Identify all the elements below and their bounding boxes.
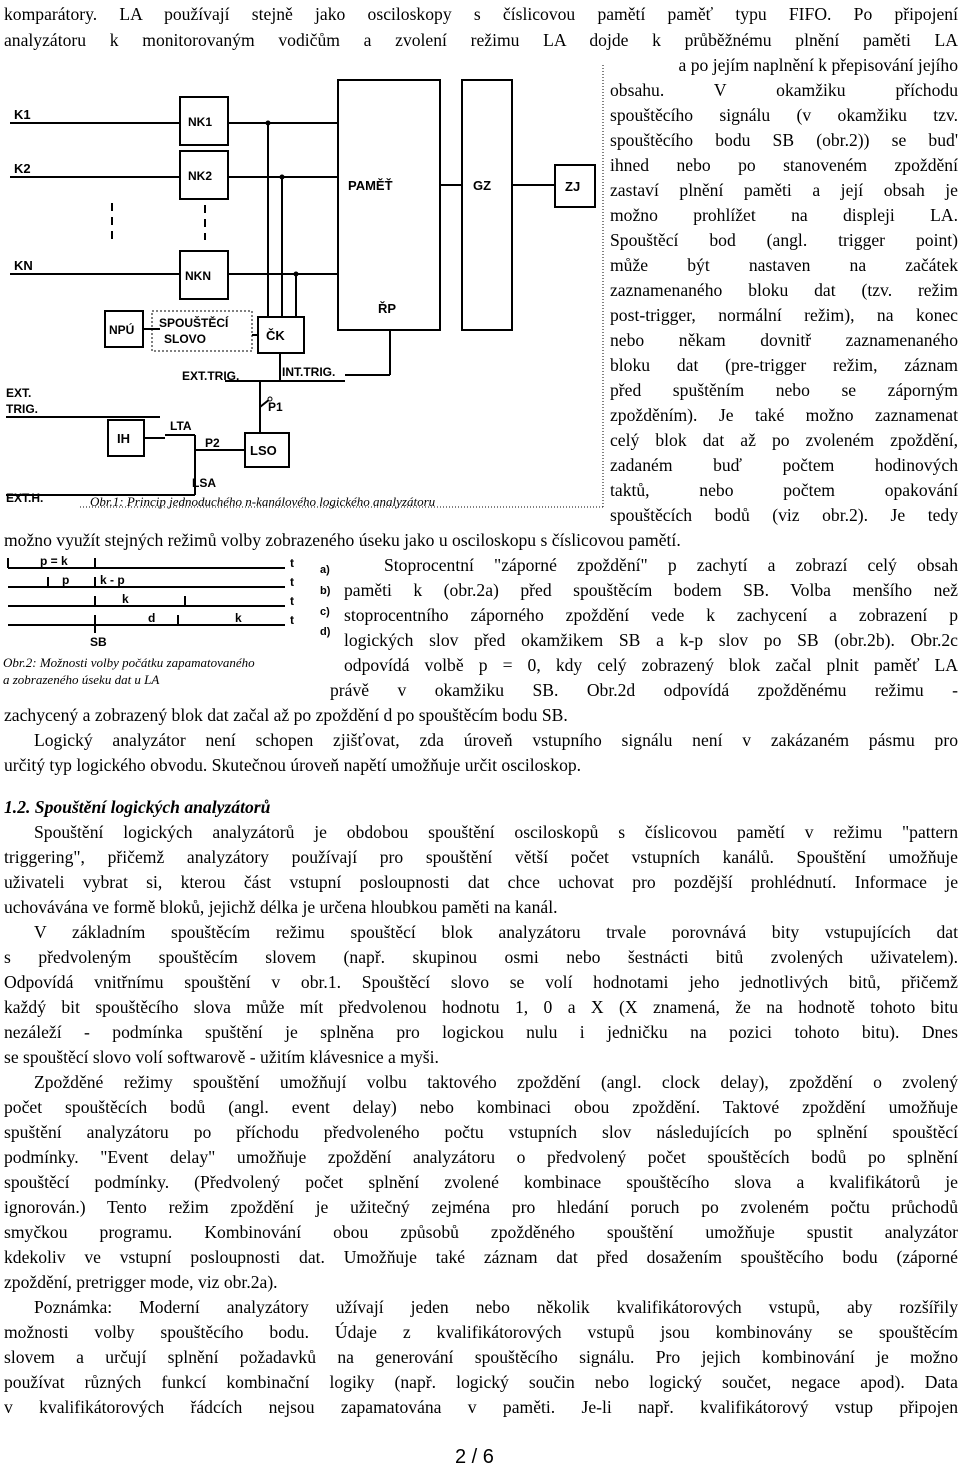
paragraph-line: taktů, nebo počtem opakování — [610, 480, 958, 500]
figure-1-block-diagram — [0, 55, 606, 510]
label-spousteci: SPOUŠTĚCÍ — [159, 316, 229, 330]
label-p: p — [62, 573, 70, 587]
label-t-d: t — [290, 613, 294, 627]
paragraph-line: spouštěcí podmínky. (Předvolený počet splnění zvolené kombinace spouštěcího slova a kvalifikátorů je — [4, 1172, 958, 1192]
label-t-a: t — [290, 556, 294, 570]
paragraph-line: zachycený a zobrazený blok dat začal až po zpoždění d po spouštěcím bodu SB. — [4, 705, 568, 725]
paragraph-line: určitý typ logického obvodu. Skutečnou úroveň napětí umožňuje určit osciloskop. — [4, 755, 582, 775]
label-rp: ŘP — [378, 301, 397, 316]
paragraph-line: může být nastaven na začátek — [610, 255, 958, 275]
label-lsa: LSA — [192, 476, 216, 490]
paragraph-line: paměti k (obr.2a) před spouštěcím bodem SB. Volba menšího než — [344, 580, 958, 600]
paragraph-line: nezáleží - podmínka spuštění je splněna pro logickou nulu i jedničku na pozici tohoto bitu). Dnes — [4, 1022, 958, 1042]
label-k2: k — [235, 611, 242, 625]
paragraph-line: uživateli vybrat si, kterou část vstupní posloupnosti dat chce uchovat pro pozdější prohlédnutí. Informace je — [4, 872, 958, 892]
paragraph-line: smyčkou programu. Kombinování obou způsobů zpožděného spouštění umožňuje spustit analyzátor — [4, 1222, 958, 1242]
paragraph-line: používat různých funkcí kombinační logiky (např. logický součin nebo logický součet, negace apod). Data — [4, 1372, 958, 1392]
label-nk1: NK1 — [188, 115, 213, 129]
paragraph-line: spouštěcího signálu (v okamžiku tzv. — [610, 105, 958, 125]
label-d-panel: d) — [320, 626, 331, 638]
label-npu: NPÚ — [109, 323, 135, 337]
paragraph-line: počet spouštěcích bodů (angl. event delay) nebo kombinaci obou zpoždění. Taktové zpoždění umožňuje — [4, 1097, 958, 1117]
label-zj: ZJ — [565, 179, 581, 194]
label-lta: LTA — [170, 419, 192, 433]
label-b: b) — [320, 585, 331, 597]
label-k2: K2 — [14, 161, 31, 176]
label-p1: P1 — [268, 400, 283, 414]
paragraph-line: spuštění analyzátoru po příchodu předvoleného počtu vstupních slov následujících po splnění spouštěcí — [4, 1122, 958, 1142]
label-ext-left: EXT. — [6, 386, 32, 400]
label-sb: SB — [90, 635, 107, 649]
paragraph-line: celý blok dat až po zvoleném zpoždění, — [610, 430, 958, 450]
paragraph-line: nebo někam dovnitř zaznamenaného — [610, 330, 958, 350]
label-k: k — [122, 592, 129, 606]
paragraph-line: možnosti volby spouštěcího bodu. Údaje z kvalifikátorových vstupů jsou kombinovány se spouštěcím — [4, 1322, 958, 1342]
paragraph-line: ignorován.) Tento režim zpoždění je užitečný zejména pro hledání poruch po zvoleném počtu průchodů — [4, 1197, 958, 1217]
paragraph-line: stoprocentního záporného zpoždění vede k zachycení a zobrazení p — [344, 605, 958, 625]
block-pamet — [338, 80, 440, 330]
paragraph-line: komparátory. LA používají stejně jako osciloskopy s číslicovou pamětí paměť typu FIFO. Po připojení — [4, 4, 958, 24]
paragraph-line: V základním spouštěcím režimu spouštěcí blok analyzátoru trvale porovnává bity vstupujících dat — [34, 922, 958, 942]
paragraph-line: zastaví plnění paměti a její obsah je — [610, 180, 958, 200]
label-nkn: NKN — [185, 269, 211, 283]
paragraph-line: zadaném buď počtem hodinových — [610, 455, 958, 475]
paragraph-line: Zpožděné režimy spouštění umožňují volbu taktového zpoždění (angl. clock delay), zpoždění o zvolený — [34, 1072, 958, 1092]
page-number: 2 / 6 — [455, 1446, 494, 1468]
label-slovo: SLOVO — [164, 332, 207, 346]
paragraph-line: slovem a určují splnění požadavků na generování spouštěcího signálu. Pro jejich kombinování je možno — [4, 1347, 958, 1367]
label-ext-h: EXT.H. — [6, 491, 44, 505]
section-heading: 1.2. Spouštění logických analyzátorů — [4, 797, 271, 817]
paragraph-line: bloku dat (pre-trigger režim, záznam — [610, 355, 958, 375]
paragraph-line: podmínky. "Event delay" umožňuje zpoždění analyzátoru o předvolený počet spouštěcích bodů po splnění — [4, 1147, 958, 1167]
paragraph-line: Logický analyzátor není schopen zjišťovat, zda úroveň vstupního signálu není v zakázaném pásmu pro — [34, 730, 958, 750]
label-nk2: NK2 — [188, 169, 213, 183]
paragraph-line: kdekoliv ve vstupní posloupnosti dat. Umožňuje také záznam dat před dosažením spouštěcího bodu (záporné — [4, 1247, 958, 1267]
label-p-eq-k: p = k — [40, 555, 68, 568]
figure-2-diagram — [0, 555, 345, 655]
paragraph-line: možno prohlížet na displeji LA. — [610, 205, 958, 225]
block-gz — [462, 80, 512, 330]
paragraph-line: Odpovídá vnitřnímu spouštění v obr.1. Spouštěcí slovo se volí hodnotami jeho jednotlivých bitů, přičemž — [4, 972, 958, 992]
paragraph-line: s předvoleným spouštěcím slovem (např. skupinou osmi nebo šestnácti bitů zvolených uživatelem). — [4, 947, 958, 967]
paragraph-line: v kvalifikátorových řádcích nejsou zapamatována v paměti. Je-li např. kvalifikátorový vstup připojen — [4, 1397, 958, 1417]
paragraph-line: každý bit spouštěcího slova může mít předvolenou hodnotu 1, 0 a X (X znamená, že na hodnotě tohoto bitu — [4, 997, 958, 1017]
figure-1-caption: Obr.1: Princip jednoduchého n-kanálového logického analyzátoru — [90, 494, 436, 509]
paragraph-line: zpožděním). Je také možno zaznamenat — [610, 405, 958, 425]
label-d: d — [148, 611, 156, 625]
paragraph-line: uchovávána ve formě bloků, jejichž délka je určena hloubkou paměti na kanál. — [4, 897, 558, 917]
paragraph-line: odpovídá volbě p = 0, kdy celý zobrazený blok začal plnit paměť LA — [344, 655, 958, 675]
paragraph-line: spouštěcích bodů (viz obr.2). Je tedy — [610, 505, 958, 525]
paragraph-line: spouštěcího bodu SB (obr.2)) se bud' — [610, 130, 958, 150]
label-int-trig: INT.TRIG. — [282, 365, 336, 379]
paragraph-line: ihned nebo po stanoveném zpoždění — [610, 155, 958, 175]
label-k-minus-p: k - p — [100, 573, 125, 587]
label-t-b: t — [290, 575, 294, 589]
paragraph-line: post-trigger, normální režim), na konec — [610, 305, 958, 325]
label-a: a) — [320, 564, 330, 576]
paragraph-line: Spouštění logických analyzátorů je obdobou spouštění osciloskopů s číslicovou pamětí v režimu "pattern — [34, 822, 958, 842]
label-k1: K1 — [14, 107, 31, 122]
paragraph-line: zpoždění, pretrigger mode, viz obr.2a). — [4, 1272, 278, 1292]
label-kn: KN — [14, 258, 33, 273]
paragraph-line: triggering", přičemž analyzátory používají pro spouštění větší počet vstupních kanálů. Spouštění umožňuje — [4, 847, 958, 867]
paragraph-line: obsahu. V okamžiku příchodu — [610, 80, 958, 100]
figure-2-caption-line-1: Obr.2: Možnosti volby počátku zapamatovaného — [3, 655, 255, 670]
paragraph-line: se spouštěcí slovo volí softwarově - užitím klávesnice a myši. — [4, 1047, 439, 1067]
paragraph-line: Spouštěcí bod (angl. trigger point) — [610, 230, 958, 250]
paragraph-line: a po jejím naplnění k přepisování jejího — [678, 55, 958, 75]
label-ih: IH — [117, 431, 130, 446]
paragraph-line: analyzátoru k monitorovaným vodičům a zvolení režimu LA dojde k průběžnému plnění paměti LA — [4, 30, 958, 50]
paragraph-line: Poznámka: Moderní analyzátory užívají jeden nebo několik kvalifikátorových vstupů, aby rozšířily — [34, 1297, 958, 1317]
paragraph-line: možno využít stejných režimů volby zobrazeného úseku jako u osciloskopu s číslicovou pamětí. — [4, 530, 681, 550]
label-ext-trig: EXT.TRIG. — [182, 369, 240, 383]
paragraph-line: právě v okamžiku SB. Obr.2d odpovídá zpožděnému režimu - — [330, 680, 958, 700]
paragraph-line: před spuštěním nebo se záporným — [610, 380, 958, 400]
paragraph-line: Stoprocentní "záporné zpoždění" p zachytí a zobrazí celý obsah — [384, 555, 958, 575]
label-ck: ČK — [266, 328, 285, 343]
label-t-c: t — [290, 594, 294, 608]
label-gz: GZ — [473, 178, 492, 193]
figure-2-caption-line-2: a zobrazeného úseku dat u LA — [3, 672, 160, 687]
label-lso: LSO — [250, 443, 277, 458]
label-p2: P2 — [205, 436, 220, 450]
label-pamet: PAMĚŤ — [348, 178, 393, 193]
label-trig-left: TRIG. — [6, 402, 38, 416]
paragraph-line: zaznamenaného bloku dat (tzv. režim — [610, 280, 958, 300]
paragraph-line: logických slov před okamžikem SB a k-p slov po SB (obr.2b). Obr.2c — [344, 630, 958, 650]
label-c: c) — [320, 606, 330, 618]
